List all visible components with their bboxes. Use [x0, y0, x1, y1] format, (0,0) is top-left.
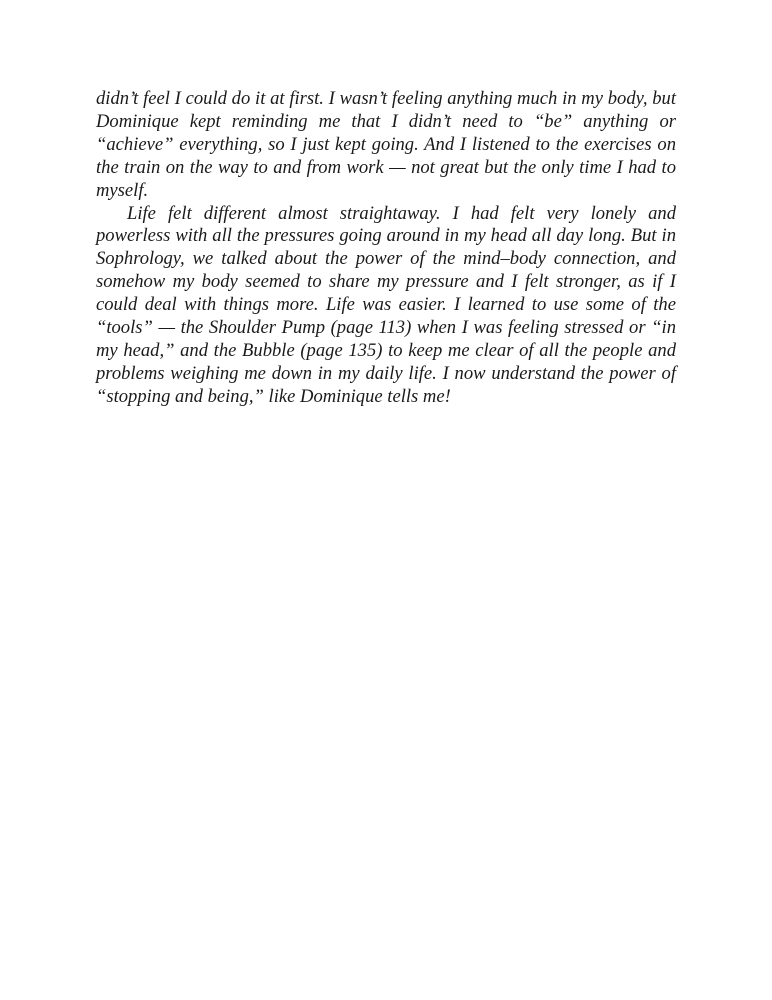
- paragraph: Life felt different almost straightaway. I had felt very lonely and powerless with all the pressures going around in my head all day long. But in Sophrology, we talked about the power of the mind–body connection, and somehow my body seemed to share my pressure and I felt stronger, as if I could deal with things more. Life was easier. I learned to use some of the “tools” — the Shoulder Pump (page 113) when I was feeling stressed or “in my head,” and the Bubble (page 135) to keep me clear of all the people and problems weighing me down in my daily life. I now understand the power of “stopping and being,” like Dominique tells me!: [96, 202, 676, 407]
- paragraph: didn’t feel I could do it at first. I wasn’t feeling anything much in my body, but Dominique kept reminding me that I didn’t need to “be” anything or “achieve” everything, so I just kept going. And I listened to the exercises on the train on the way to and from work — not great but the only time I had to myself.: [96, 88, 676, 201]
- body-text: [96, 88, 676, 409]
